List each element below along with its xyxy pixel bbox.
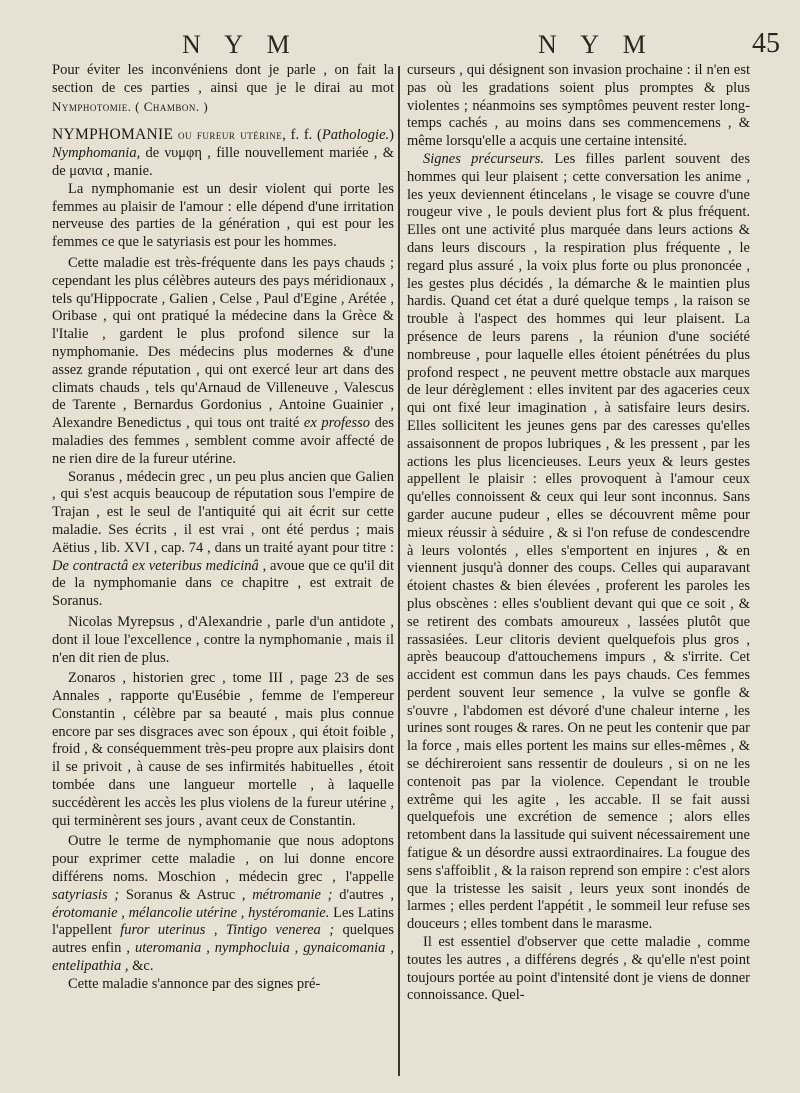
paragraph-signs-intro: Cette maladie s'annonce par des signes pré- [68, 975, 321, 992]
paragraph-nymphotomie-note: Pour éviter les inconvéniens dont je parle , on fait la section de ces parties , ainsi que je le dirai au mot Nymphotomie. ( Chambon. ) [52, 62, 394, 114]
paragraph-continuation: curseurs , qui désignent son invasion prochaine : il n'en est pas où les gradations soient plus promptes & plus violentes ; néanmoins ses symptômes peuvent rester long-temps cachés , au moins dans ses commencemens , & même lorsqu'elle a acquis une certaine intensité. [407, 62, 750, 150]
running-head-right: N Y M [538, 30, 655, 59]
paragraph-definition: La nymphomanie est un desir violent qui porte les femmes au plaisir de l'amour : elle dépend d'une irritation nerveuse des parties de la génération , qui est pour les femmes ce que le satyriasis est pour les hommes. [52, 180, 394, 251]
paragraph-names: Outre le terme de nymphomanie que nous adoptons pour exprimer cette maladie , on lui donne encore différens noms. Moschion , médecin grec , l'appelle satyriasis ; Soranus & Astruc , métromanie ; d'autres , érotomanie , mélancolie utérine , hystéromanie. Les Latins l'appellent furor uterinus , Tintigo venerea ; quelques autres enfin , uteromania , nymphocluia , gynaicomania , entelipathia , &c. [52, 833, 395, 975]
author-signature: ( Chambon. ) [135, 98, 209, 114]
running-head-left: N Y M [182, 30, 299, 59]
section-subheading: Signes précurseurs. [423, 150, 545, 167]
paragraph-hot-countries: Cette maladie est très-fréquente dans les pays chauds ; cependant les plus célèbres auteurs des pays méridionaux , tels qu'Hippocrate , Galien , Celse , Paul d'Egine , Arétée , Oribase , qui ont pratiqué la médecine dans la Grèce & l'Italie , gardent le plus profond silence sur la nymphomanie. Des médecins plus modernes & d'une assez grande réputation , qui ont exercé leur art dans des climats chauds , tels qu'Arnaud de Villeneuve , Valescus de Tarente , Bernardus Gordonius , Antoine Guainier , Alexandre Benedictus , qui tous ont traité ex professo des maladies des femmes , semblent comme avoir affecté de ne rien dire de la fureur utérine. [52, 254, 395, 467]
paragraph-zonaros: Zonaros , historien grec , tome III , page 23 de ses Annales , rapporte qu'Eusébie , femme de l'empereur Constantin , célèbre par sa beauté , mais plus connue encore par ses disgraces avec son époux , qui étoit foible , froid , & conséquemment très-peu propre aux plaisirs dont il se privoit , à cause de ses infirmités habituelles , étoit tombée dans une langueur mortelle , à laquelle succédèrent les accès les plus violens de la fureur utérine , qui terminèrent ses jours , avant ceux de Constantin. [52, 670, 394, 829]
paragraph-myrepsus: Nicolas Myrepsus , d'Alexandrie , parle d'un antidote , dont il loue l'excellence , contre la nymphomanie , mais il n'en dit rien de plus. [52, 613, 394, 666]
page-number: 45 [752, 28, 780, 59]
paragraph-signes-precurseurs: Signes précurseurs. Les filles parlent souvent des hommes qui leur plaisent ; cette conversation les anime , les yeux deviennent étincelans , le visage se couvre d'une rougeur vive , le pouls devient plus fort & plus fréquent. Elles ont une activité plus marquée dans leurs actions & dans leurs discours , la respiration plus fréquente , le regard plus assuré , la voix plus forte ou plus prononcée , les gestes plus décidés , la démarche & le maintien plus hardis. Quand cet état a duré quelque temps , la raison se trouble à l'aspect des hommes qui leur plaisent. La présence de leurs parens , la réunion d'une société nombreuse , pour laquelle elles étoient pénétrées du plus profond respect , ne peuvent mettre obstacle aux marques de leur dérèglement : elles invitent par des agaceries ceux qui ont fixé leur imagination , à satisfaire leurs desirs. Elles sollicitent les jeunes gens par des caresses qu'elles assaisonnent de propos lubriques , & les pressent , par les actions les plus licencieuses. Leurs yeux & leurs gestes appellent le plaisir : elles provoquent à l'amour ceux qu'elles connoissent & ceux qui leur sont inconnus. Sans garder aucune pudeur , elles se découvrent même pour mieux réussir à séduire , & si l'on refuse de condescendre à leurs volontés , elles s'emportent en injures , & en viennent jusqu'à donner des coups. Celles qui auparavant étoient chastes & bien élevées , proferent les paroles les plus obscènes : elles s'oublient devant qui que ce soit , & se retirent des combats amoureux , lassées plutôt que rassasiées. Leur clitoris devient quelquefois plus gros , après beaucoup d'attouchemens impurs , & s'irrite. Cet accident est commun dans les pays chauds. Ces femmes perdent souvent leur semence , la vulve se gonfle & s'ouvre , l'abdomen est dévoré d'une chaleur interne , les urines sont rouges & rares. On ne peut les contenir que par la force , mais elles portent les mains sur elles-mêmes , & se déchireroient sans ressentir de douleurs , si on ne les contenoit pas par la violence. Cependant le trouble extrême qui les agite , les accable. Il se fait aussi quelquefois une excrétion de semence ; alors elles retombent dans la lassitude qui suivent nécessairement une fatigue & un désordre aussi extraordinaires. La fougue des sens s'affoiblit , & la raison reprend son empire : c'est alors que la tristesse les saisit , leurs yeux sont inondés de larmes ; elles perdent l'appétit , le sommeil leur refuse ses douceurs ; elles tombent dans le marasme. [407, 150, 751, 933]
paragraph-degrees: Il est essentiel d'observer que cette maladie , comme toutes les autres , a différens degrés , & qu'elle n'est point toujours portée au point d'intensité dont je viens de donner connoissance. Quel- [407, 934, 750, 1004]
cross-reference: Nymphotomie. [52, 98, 132, 114]
entry-heading-paragraph: NYMPHOMANIE ou fureur utérine, f. f. (Pathologie.) Nymphomania, de νυμφη , fille nouvellement mariée , & de μανια , manie. [52, 126, 395, 179]
paragraph-soranus: Soranus , médecin grec , un peu plus ancien que Galien , qui s'est acquis beaucoup de réputation sous l'empire de Trajan , est le seul de l'antiquité qui ait écrit sur cette maladie. Ses écrits , il est vrai , ont été perdus ; mais Aëtius , lib. XVI , cap. 74 , dans un traité ayant pour titre : De contractâ ex veteribus medicinâ , avoue que ce qu'il dit de la nymphomanie dans ce chapitre , est extrait de Soranus. [52, 468, 394, 610]
left-column [52, 62, 394, 994]
right-column [407, 62, 750, 1005]
entry-headword: NYMPHOMANIE [52, 126, 174, 144]
column-divider [398, 66, 400, 1076]
